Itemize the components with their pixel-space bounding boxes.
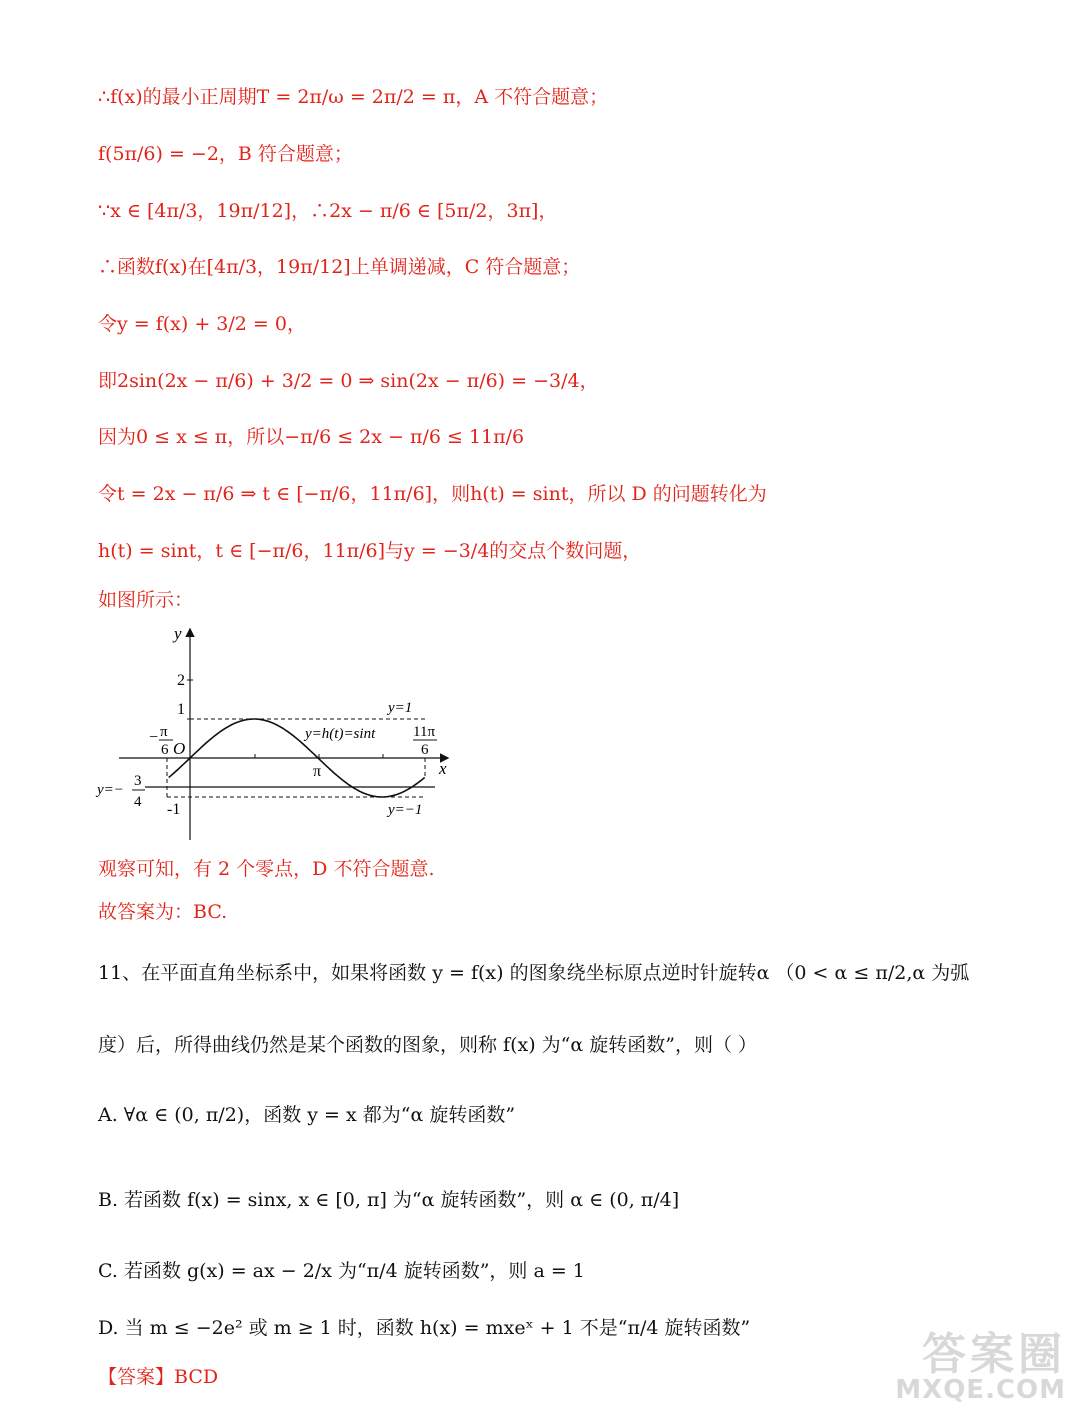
left-bound-numerator: π	[160, 724, 168, 740]
solution-line-intersection: h(t) = sint，t ∈ [−π/6，11π/6]与y = −3/4的交点个数问题，	[98, 540, 642, 562]
label-curve: y=h(t)=sint	[305, 726, 376, 742]
option-c: C. 若函数 g(x) = ax − 2/x 为“π/4 旋转函数”，则 a = 1	[98, 1260, 585, 1282]
y-axis-label: y	[174, 624, 182, 643]
right-bound-numerator: 11π	[413, 724, 436, 740]
solution-line-monotonic: ∴函数f(x)在[4π/3，19π/12]上单调递减，C 符合题意；	[98, 256, 581, 278]
watermark-logo	[895, 1329, 1066, 1405]
label-y-equals-1: y=1	[388, 700, 413, 716]
solution-line-figure-intro: 如图所示：	[98, 589, 194, 611]
origin-label: O	[173, 739, 186, 758]
solution-line-interval: ∵x ∈ [4π/3，19π/12]，∴2x − π/6 ∈ [5π/2，3π]，	[98, 200, 558, 222]
solution-line-equation: 即2sin(2x − π/6) + 3/2 = 0 ⇒ sin(2x − π/6) = −3/4，	[98, 370, 599, 392]
question-stem-line-1: 11、在平面直角坐标系中，如果将函数 y = f(x) 的图象绕坐标原点逆时针旋转α （0 < α ≤ π/2,α 为弧	[98, 962, 970, 984]
option-a: A. ∀α ∈ (0, π/2)，函数 y = x 都为“α 旋转函数”	[98, 1104, 516, 1126]
solution-line-period: ∴f(x)的最小正周期T = 2π/ω = 2π/2 = π，A 不符合题意；	[98, 86, 609, 108]
solution-line-substitution: 令t = 2x − π/6 ⇒ t ∈ [−π/6，11π/6]，则h(t) = sint，所以 D 的问题转化为	[98, 483, 767, 505]
y-tick-label-1: 1	[177, 701, 185, 718]
solution-line-range: 因为0 ≤ x ≤ π，所以−π/6 ≤ 2x − π/6 ≤ 11π/6	[98, 426, 525, 448]
solution-line-value: f(5π/6) = −2，B 符合题意；	[98, 143, 353, 165]
x-tick-label-pi: π	[313, 763, 322, 780]
option-d: D. 当 m ≤ −2e² 或 m ≥ 1 时，函数 h(x) = mxeˣ + 1 不是“π/4 旋转函数”	[98, 1317, 751, 1339]
label-y-equals-minus-1: y=−1	[388, 802, 423, 818]
hline-label-numerator: 3	[134, 773, 142, 789]
solution-answer-line: 故答案为：BC.	[98, 901, 228, 923]
solution-conclusion: 观察可知，有 2 个零点，D 不符合题意.	[98, 858, 435, 880]
right-bound-denominator: 6	[421, 742, 429, 758]
y-tick-label-minus-1: -1	[167, 801, 181, 818]
watermark-line-2: MXQE.COM	[895, 1375, 1066, 1405]
hline-label-prefix: y=−	[97, 782, 124, 798]
option-b: B. 若函数 f(x) = sinx, x ∈ [0, π] 为“α 旋转函数”，则 α ∈ (0, π/4]	[98, 1189, 680, 1211]
y-tick-label-2: 2	[177, 672, 185, 689]
solution-line-zero: 令y = f(x) + 3/2 = 0，	[98, 313, 306, 335]
hline-label-denominator: 4	[134, 794, 142, 810]
question-stem-line-2: 度）后，所得曲线仍然是某个函数的图象，则称 f(x) 为“α 旋转函数”，则（ ）	[98, 1034, 757, 1056]
sine-graph-figure	[95, 622, 460, 844]
x-axis-label: x	[439, 759, 447, 778]
left-bound-sign: −	[149, 729, 159, 746]
left-bound-denominator: 6	[161, 742, 169, 758]
watermark-line-1: 答案圈	[922, 1329, 1066, 1380]
answer-label: 【答案】BCD	[98, 1366, 219, 1388]
